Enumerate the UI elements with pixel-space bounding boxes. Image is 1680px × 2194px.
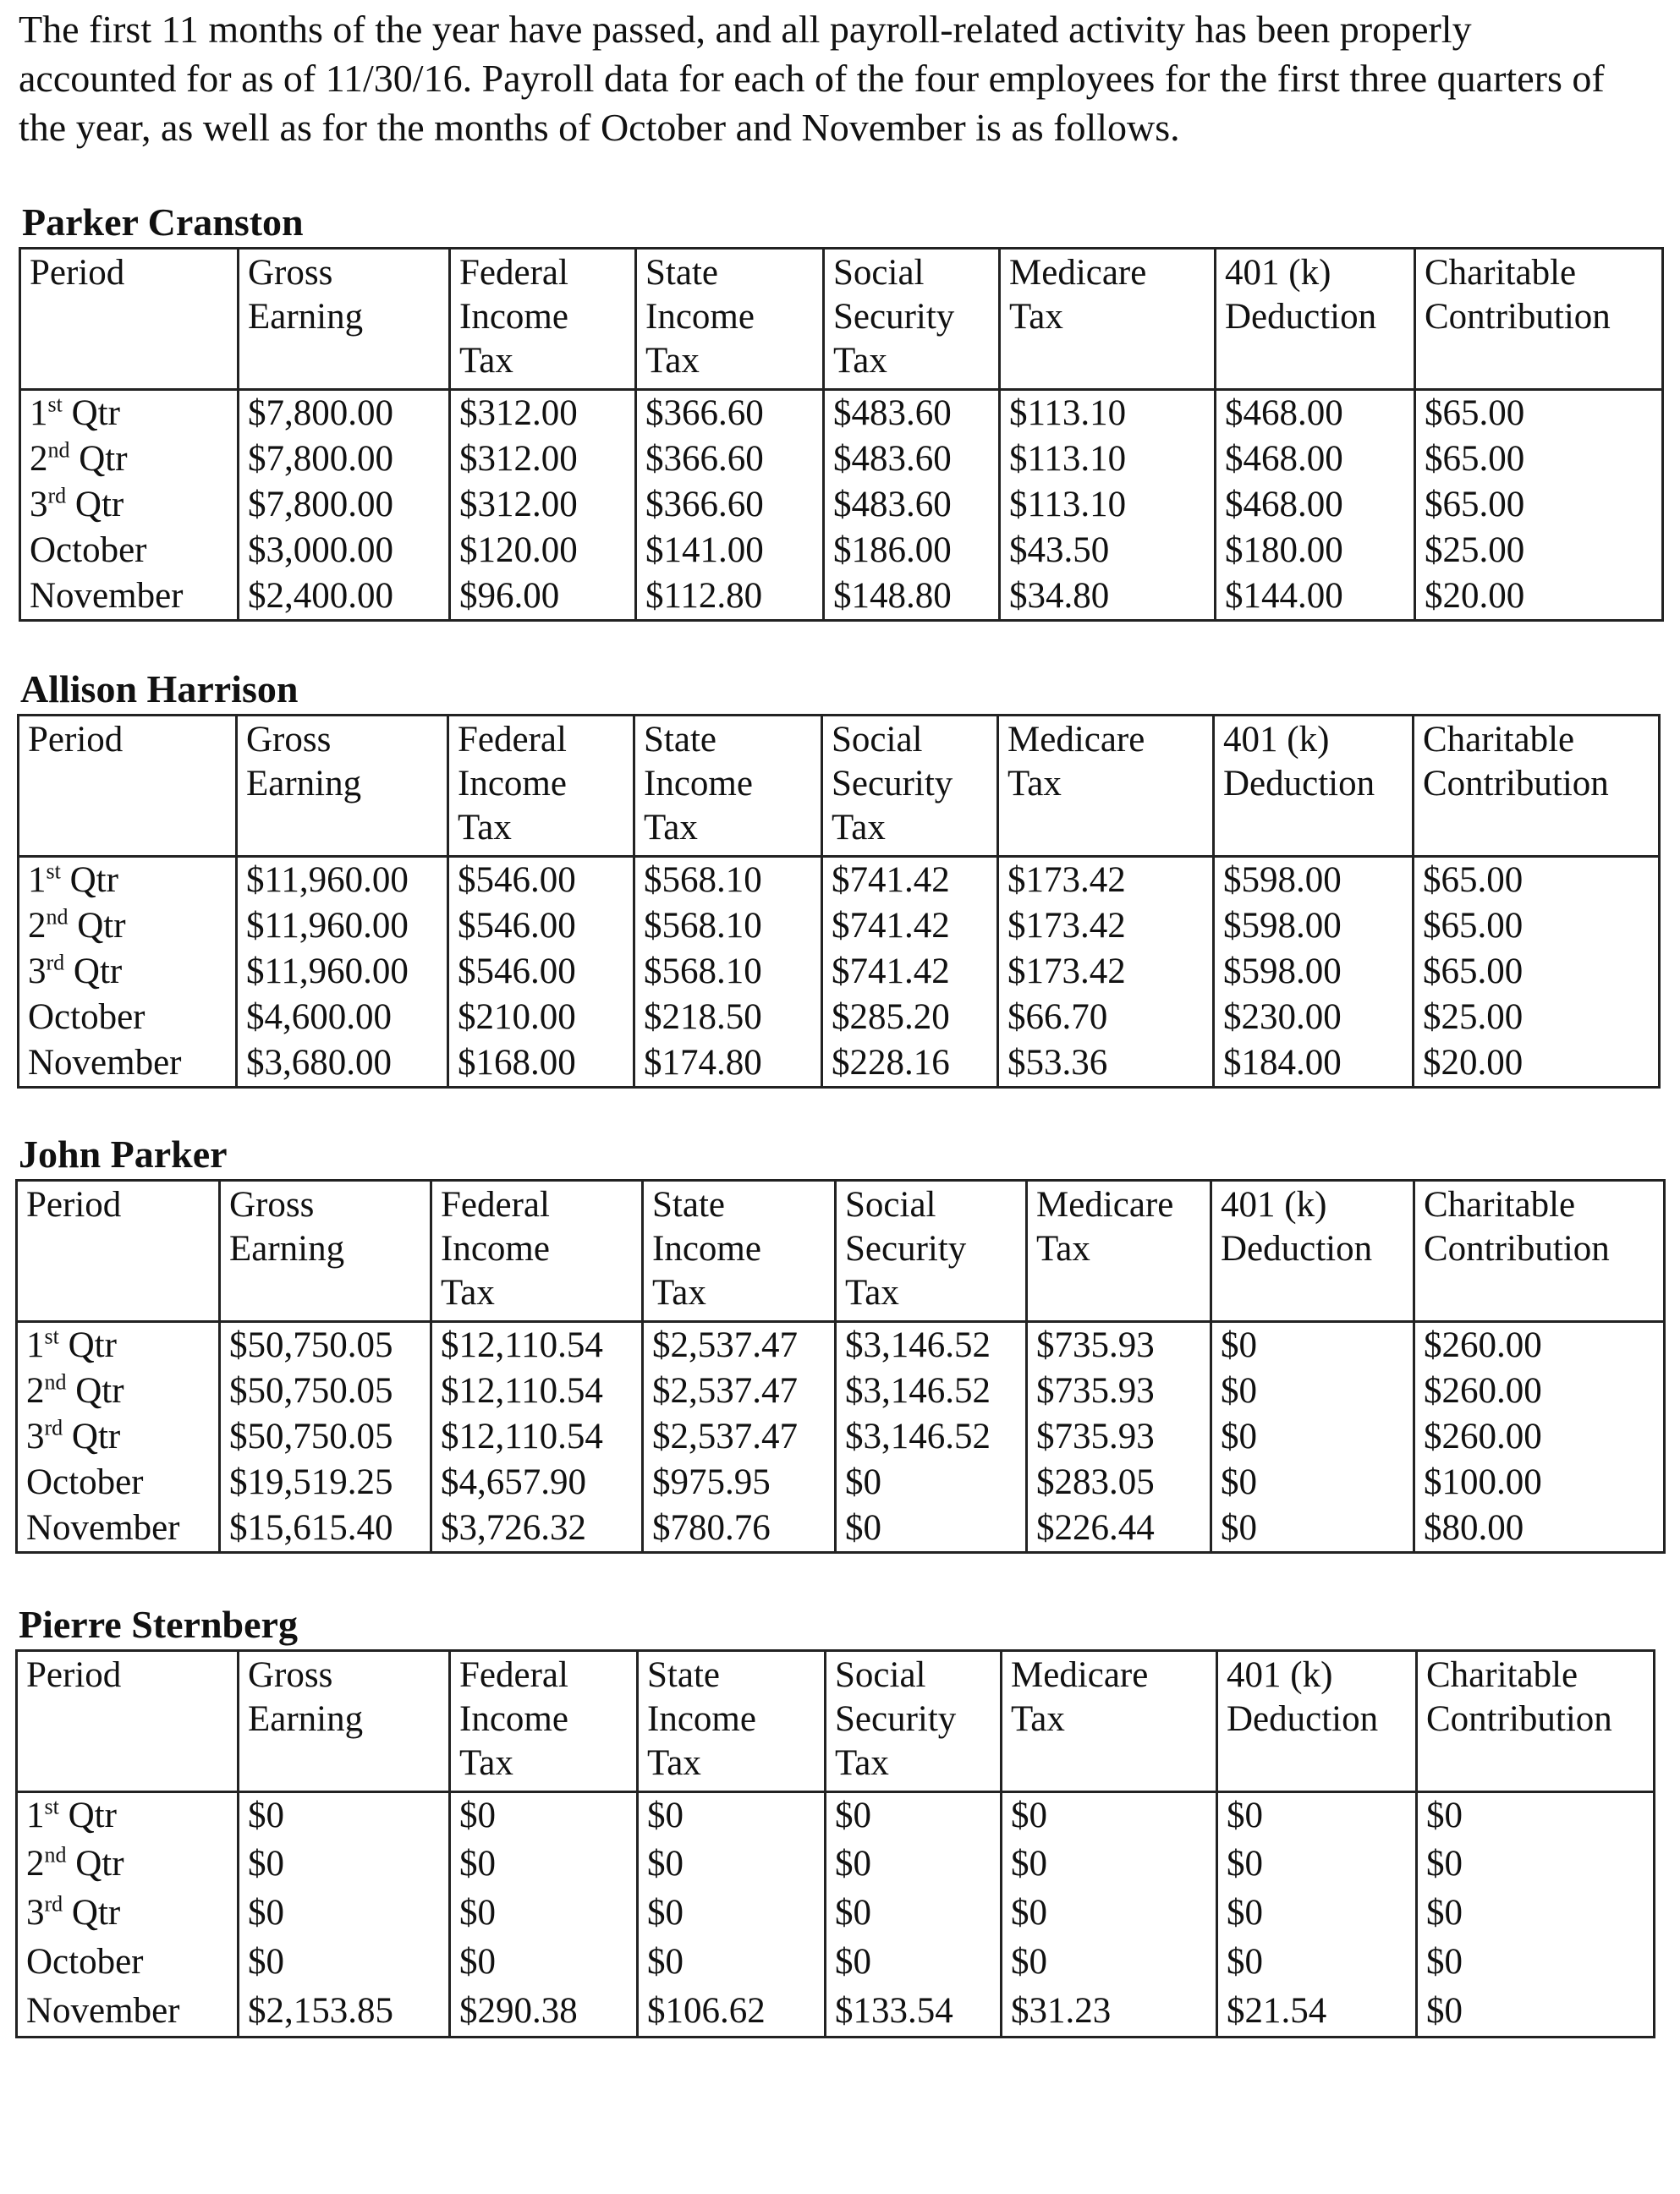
column-header-charitable-contribution: Charitable Contribution (1417, 1651, 1655, 1792)
amount-cell: $0 (1417, 1792, 1655, 1841)
amount-cell: $50,750.05 (220, 1322, 431, 1369)
amount-cell: $568.10 (634, 903, 822, 949)
amount-cell: $0 (450, 1792, 638, 1841)
amount-cell: $65.00 (1414, 949, 1660, 995)
amount-cell: $0 (638, 1792, 826, 1841)
table-row (17, 1939, 1655, 1988)
table-row (19, 1040, 1660, 1088)
table-row (17, 1369, 1665, 1414)
amount-cell: $226.44 (1027, 1506, 1211, 1553)
header-row (17, 1181, 1665, 1322)
period-cell: October (19, 995, 237, 1040)
amount-cell: $144.00 (1216, 573, 1415, 621)
column-header-medicare-tax: Medicare Tax (998, 716, 1214, 857)
header-row (20, 249, 1663, 390)
amount-cell: $43.50 (1000, 528, 1216, 573)
amount-cell: $3,146.52 (836, 1414, 1027, 1460)
amount-cell: $483.60 (824, 436, 1000, 482)
period-cell: 1st Qtr (19, 857, 237, 904)
column-header-gross-earning: Gross Earning (239, 249, 450, 390)
amount-cell: $0 (450, 1841, 638, 1890)
employee-name: Allison Harrison (20, 667, 299, 710)
amount-cell: $3,000.00 (239, 528, 450, 573)
amount-cell: $113.10 (1000, 482, 1216, 528)
table-row (17, 1322, 1665, 1369)
employee-section (17, 668, 1661, 1089)
amount-cell: $0 (638, 1841, 826, 1890)
amount-cell: $366.60 (636, 482, 824, 528)
amount-cell: $0 (1002, 1939, 1217, 1988)
amount-cell: $483.60 (824, 390, 1000, 437)
amount-cell: $65.00 (1414, 903, 1660, 949)
column-header-401k-deduction: 401 (k) Deduction (1214, 716, 1414, 857)
amount-cell: $741.42 (822, 949, 998, 995)
amount-cell: $65.00 (1415, 482, 1663, 528)
amount-cell: $468.00 (1216, 436, 1415, 482)
amount-cell: $186.00 (824, 528, 1000, 573)
amount-cell: $0 (1217, 1939, 1417, 1988)
amount-cell: $0 (450, 1939, 638, 1988)
column-header-medicare-tax: Medicare Tax (1027, 1181, 1211, 1322)
period-cell: 1st Qtr (17, 1322, 220, 1369)
amount-cell: $120.00 (450, 528, 636, 573)
amount-cell: $0 (239, 1792, 450, 1841)
amount-cell: $20.00 (1414, 1040, 1660, 1088)
amount-cell: $210.00 (448, 995, 634, 1040)
column-header-state-income-tax: State Income Tax (638, 1651, 826, 1792)
amount-cell: $15,615.40 (220, 1506, 431, 1553)
table-row (20, 482, 1663, 528)
amount-cell: $283.05 (1027, 1460, 1211, 1506)
column-header-period: Period (17, 1181, 220, 1322)
amount-cell: $260.00 (1414, 1322, 1665, 1369)
amount-cell: $312.00 (450, 390, 636, 437)
column-header-charitable-contribution: Charitable Contribution (1414, 716, 1660, 857)
amount-cell: $53.36 (998, 1040, 1214, 1088)
table-row (17, 1792, 1655, 1841)
amount-cell: $228.16 (822, 1040, 998, 1088)
amount-cell: $0 (1211, 1460, 1414, 1506)
amount-cell: $260.00 (1414, 1414, 1665, 1460)
amount-cell: $7,800.00 (239, 482, 450, 528)
amount-cell: $0 (826, 1890, 1002, 1939)
amount-cell: $3,146.52 (836, 1322, 1027, 1369)
period-cell: 3rd Qtr (19, 949, 237, 995)
amount-cell: $0 (826, 1792, 1002, 1841)
payroll-table (15, 1179, 1666, 1554)
amount-cell: $0 (1217, 1890, 1417, 1939)
amount-cell: $260.00 (1414, 1369, 1665, 1414)
amount-cell: $80.00 (1414, 1506, 1665, 1553)
amount-cell: $735.93 (1027, 1322, 1211, 1369)
amount-cell: $0 (1417, 1988, 1655, 2038)
amount-cell: $0 (638, 1890, 826, 1939)
table-row (17, 1890, 1655, 1939)
amount-cell: $568.10 (634, 949, 822, 995)
amount-cell: $113.10 (1000, 390, 1216, 437)
amount-cell: $290.38 (450, 1988, 638, 2038)
amount-cell: $975.95 (643, 1460, 836, 1506)
amount-cell: $598.00 (1214, 949, 1414, 995)
employee-section (19, 201, 1664, 622)
column-header-social-security-tax: Social Security Tax (824, 249, 1000, 390)
period-cell: 3rd Qtr (17, 1414, 220, 1460)
column-header-401k-deduction: 401 (k) Deduction (1217, 1651, 1417, 1792)
amount-cell: $50,750.05 (220, 1369, 431, 1414)
amount-cell: $133.54 (826, 1988, 1002, 2038)
amount-cell: $3,726.32 (431, 1506, 643, 1553)
amount-cell: $7,800.00 (239, 390, 450, 437)
period-cell: October (20, 528, 239, 573)
column-header-social-security-tax: Social Security Tax (826, 1651, 1002, 1792)
amount-cell: $0 (1211, 1414, 1414, 1460)
amount-cell: $65.00 (1415, 436, 1663, 482)
amount-cell: $25.00 (1414, 995, 1660, 1040)
period-cell: November (20, 573, 239, 621)
column-header-federal-income-tax: Federal Income Tax (448, 716, 634, 857)
table-row (19, 903, 1660, 949)
period-cell: November (17, 1988, 239, 2038)
amount-cell: $50,750.05 (220, 1414, 431, 1460)
amount-cell: $0 (1217, 1841, 1417, 1890)
amount-cell: $113.10 (1000, 436, 1216, 482)
amount-cell: $366.60 (636, 390, 824, 437)
amount-cell: $12,110.54 (431, 1414, 643, 1460)
amount-cell: $0 (239, 1841, 450, 1890)
amount-cell: $25.00 (1415, 528, 1663, 573)
amount-cell: $546.00 (448, 857, 634, 904)
amount-cell: $741.42 (822, 857, 998, 904)
amount-cell: $2,537.47 (643, 1369, 836, 1414)
amount-cell: $735.93 (1027, 1414, 1211, 1460)
amount-cell: $100.00 (1414, 1460, 1665, 1506)
amount-cell: $34.80 (1000, 573, 1216, 621)
period-cell: 2nd Qtr (19, 903, 237, 949)
period-cell: 2nd Qtr (20, 436, 239, 482)
amount-cell: $598.00 (1214, 857, 1414, 904)
amount-cell: $598.00 (1214, 903, 1414, 949)
table-row (19, 857, 1660, 904)
column-header-medicare-tax: Medicare Tax (1002, 1651, 1217, 1792)
column-header-period: Period (19, 716, 237, 857)
amount-cell: $65.00 (1415, 390, 1663, 437)
employee-name: Parker Cranston (22, 200, 304, 244)
amount-cell: $218.50 (634, 995, 822, 1040)
column-header-charitable-contribution: Charitable Contribution (1414, 1181, 1665, 1322)
amount-cell: $4,600.00 (237, 995, 448, 1040)
amount-cell: $483.60 (824, 482, 1000, 528)
amount-cell: $11,960.00 (237, 857, 448, 904)
column-header-period: Period (20, 249, 239, 390)
amount-cell: $148.80 (824, 573, 1000, 621)
period-cell: 2nd Qtr (17, 1841, 239, 1890)
amount-cell: $11,960.00 (237, 903, 448, 949)
amount-cell: $2,537.47 (643, 1322, 836, 1369)
column-header-period: Period (17, 1651, 239, 1792)
amount-cell: $0 (1417, 1939, 1655, 1988)
table-row (20, 528, 1663, 573)
amount-cell: $112.80 (636, 573, 824, 621)
column-header-social-security-tax: Social Security Tax (822, 716, 998, 857)
amount-cell: $66.70 (998, 995, 1214, 1040)
amount-cell: $2,400.00 (239, 573, 450, 621)
period-cell: November (19, 1040, 237, 1088)
intro-paragraph: The first 11 months of the year have passed, and all payroll-related activity has been properly accounted for as of 11/30/16. Payroll data for each of the four employees for the first three quarters of the year, as well as for the months of October and November is as follows. (19, 8, 1605, 149)
employee-section (15, 1604, 1655, 2038)
payroll-table (15, 1649, 1655, 2038)
amount-cell: $12,110.54 (431, 1322, 643, 1369)
column-header-gross-earning: Gross Earning (239, 1651, 450, 1792)
amount-cell: $285.20 (822, 995, 998, 1040)
amount-cell: $0 (239, 1939, 450, 1988)
amount-cell: $0 (836, 1506, 1027, 1553)
amount-cell: $0 (826, 1841, 1002, 1890)
table-row (17, 1414, 1665, 1460)
employee-name: John Parker (19, 1133, 228, 1176)
amount-cell: $20.00 (1415, 573, 1663, 621)
amount-cell: $106.62 (638, 1988, 826, 2038)
amount-cell: $174.80 (634, 1040, 822, 1088)
amount-cell: $0 (1002, 1841, 1217, 1890)
column-header-federal-income-tax: Federal Income Tax (450, 1651, 638, 1792)
column-header-charitable-contribution: Charitable Contribution (1415, 249, 1663, 390)
amount-cell: $3,680.00 (237, 1040, 448, 1088)
amount-cell: $184.00 (1214, 1040, 1414, 1088)
column-header-401k-deduction: 401 (k) Deduction (1216, 249, 1415, 390)
table-row (20, 436, 1663, 482)
period-cell: November (17, 1506, 220, 1553)
amount-cell: $0 (1002, 1792, 1217, 1841)
amount-cell: $0 (239, 1890, 450, 1939)
amount-cell: $173.42 (998, 857, 1214, 904)
amount-cell: $0 (836, 1460, 1027, 1506)
amount-cell: $31.23 (1002, 1988, 1217, 2038)
column-header-state-income-tax: State Income Tax (634, 716, 822, 857)
period-cell: 1st Qtr (20, 390, 239, 437)
amount-cell: $0 (826, 1939, 1002, 1988)
amount-cell: $735.93 (1027, 1369, 1211, 1414)
table-row (17, 1988, 1655, 2038)
period-cell: 1st Qtr (17, 1792, 239, 1841)
amount-cell: $0 (1417, 1841, 1655, 1890)
amount-cell: $2,153.85 (239, 1988, 450, 2038)
amount-cell: $468.00 (1216, 390, 1415, 437)
payroll-table (19, 247, 1664, 622)
column-header-401k-deduction: 401 (k) Deduction (1211, 1181, 1414, 1322)
column-header-state-income-tax: State Income Tax (636, 249, 824, 390)
employee-section (15, 1133, 1666, 1554)
amount-cell: $546.00 (448, 949, 634, 995)
column-header-state-income-tax: State Income Tax (643, 1181, 836, 1322)
payroll-table (17, 714, 1661, 1089)
table-row (19, 995, 1660, 1040)
amount-cell: $0 (638, 1939, 826, 1988)
amount-cell: $780.76 (643, 1506, 836, 1553)
amount-cell: $0 (1417, 1890, 1655, 1939)
amount-cell: $4,657.90 (431, 1460, 643, 1506)
column-header-medicare-tax: Medicare Tax (1000, 249, 1216, 390)
amount-cell: $0 (1211, 1506, 1414, 1553)
amount-cell: $366.60 (636, 436, 824, 482)
amount-cell: $546.00 (448, 903, 634, 949)
amount-cell: $96.00 (450, 573, 636, 621)
amount-cell: $180.00 (1216, 528, 1415, 573)
amount-cell: $0 (1002, 1890, 1217, 1939)
amount-cell: $0 (1211, 1369, 1414, 1414)
amount-cell: $741.42 (822, 903, 998, 949)
amount-cell: $173.42 (998, 949, 1214, 995)
period-cell: 3rd Qtr (17, 1890, 239, 1939)
column-header-social-security-tax: Social Security Tax (836, 1181, 1027, 1322)
amount-cell: $7,800.00 (239, 436, 450, 482)
period-cell: October (17, 1939, 239, 1988)
amount-cell: $168.00 (448, 1040, 634, 1088)
column-header-gross-earning: Gross Earning (237, 716, 448, 857)
amount-cell: $0 (450, 1890, 638, 1939)
amount-cell: $65.00 (1414, 857, 1660, 904)
period-cell: 2nd Qtr (17, 1369, 220, 1414)
amount-cell: $141.00 (636, 528, 824, 573)
amount-cell: $12,110.54 (431, 1369, 643, 1414)
table-row (17, 1841, 1655, 1890)
table-row (17, 1460, 1665, 1506)
amount-cell: $312.00 (450, 482, 636, 528)
column-header-federal-income-tax: Federal Income Tax (431, 1181, 643, 1322)
period-cell: 3rd Qtr (20, 482, 239, 528)
table-row (19, 949, 1660, 995)
header-row (17, 1651, 1655, 1792)
amount-cell: $0 (1211, 1322, 1414, 1369)
column-header-gross-earning: Gross Earning (220, 1181, 431, 1322)
amount-cell: $468.00 (1216, 482, 1415, 528)
column-header-federal-income-tax: Federal Income Tax (450, 249, 636, 390)
table-row (20, 390, 1663, 437)
amount-cell: $19,519.25 (220, 1460, 431, 1506)
amount-cell: $312.00 (450, 436, 636, 482)
amount-cell: $2,537.47 (643, 1414, 836, 1460)
amount-cell: $0 (1217, 1792, 1417, 1841)
amount-cell: $568.10 (634, 857, 822, 904)
table-row (17, 1506, 1665, 1553)
amount-cell: $230.00 (1214, 995, 1414, 1040)
header-row (19, 716, 1660, 857)
employee-name: Pierre Sternberg (19, 1603, 298, 1646)
amount-cell: $173.42 (998, 903, 1214, 949)
table-row (20, 573, 1663, 621)
period-cell: October (17, 1460, 220, 1506)
amount-cell: $11,960.00 (237, 949, 448, 995)
amount-cell: $21.54 (1217, 1988, 1417, 2038)
amount-cell: $3,146.52 (836, 1369, 1027, 1414)
